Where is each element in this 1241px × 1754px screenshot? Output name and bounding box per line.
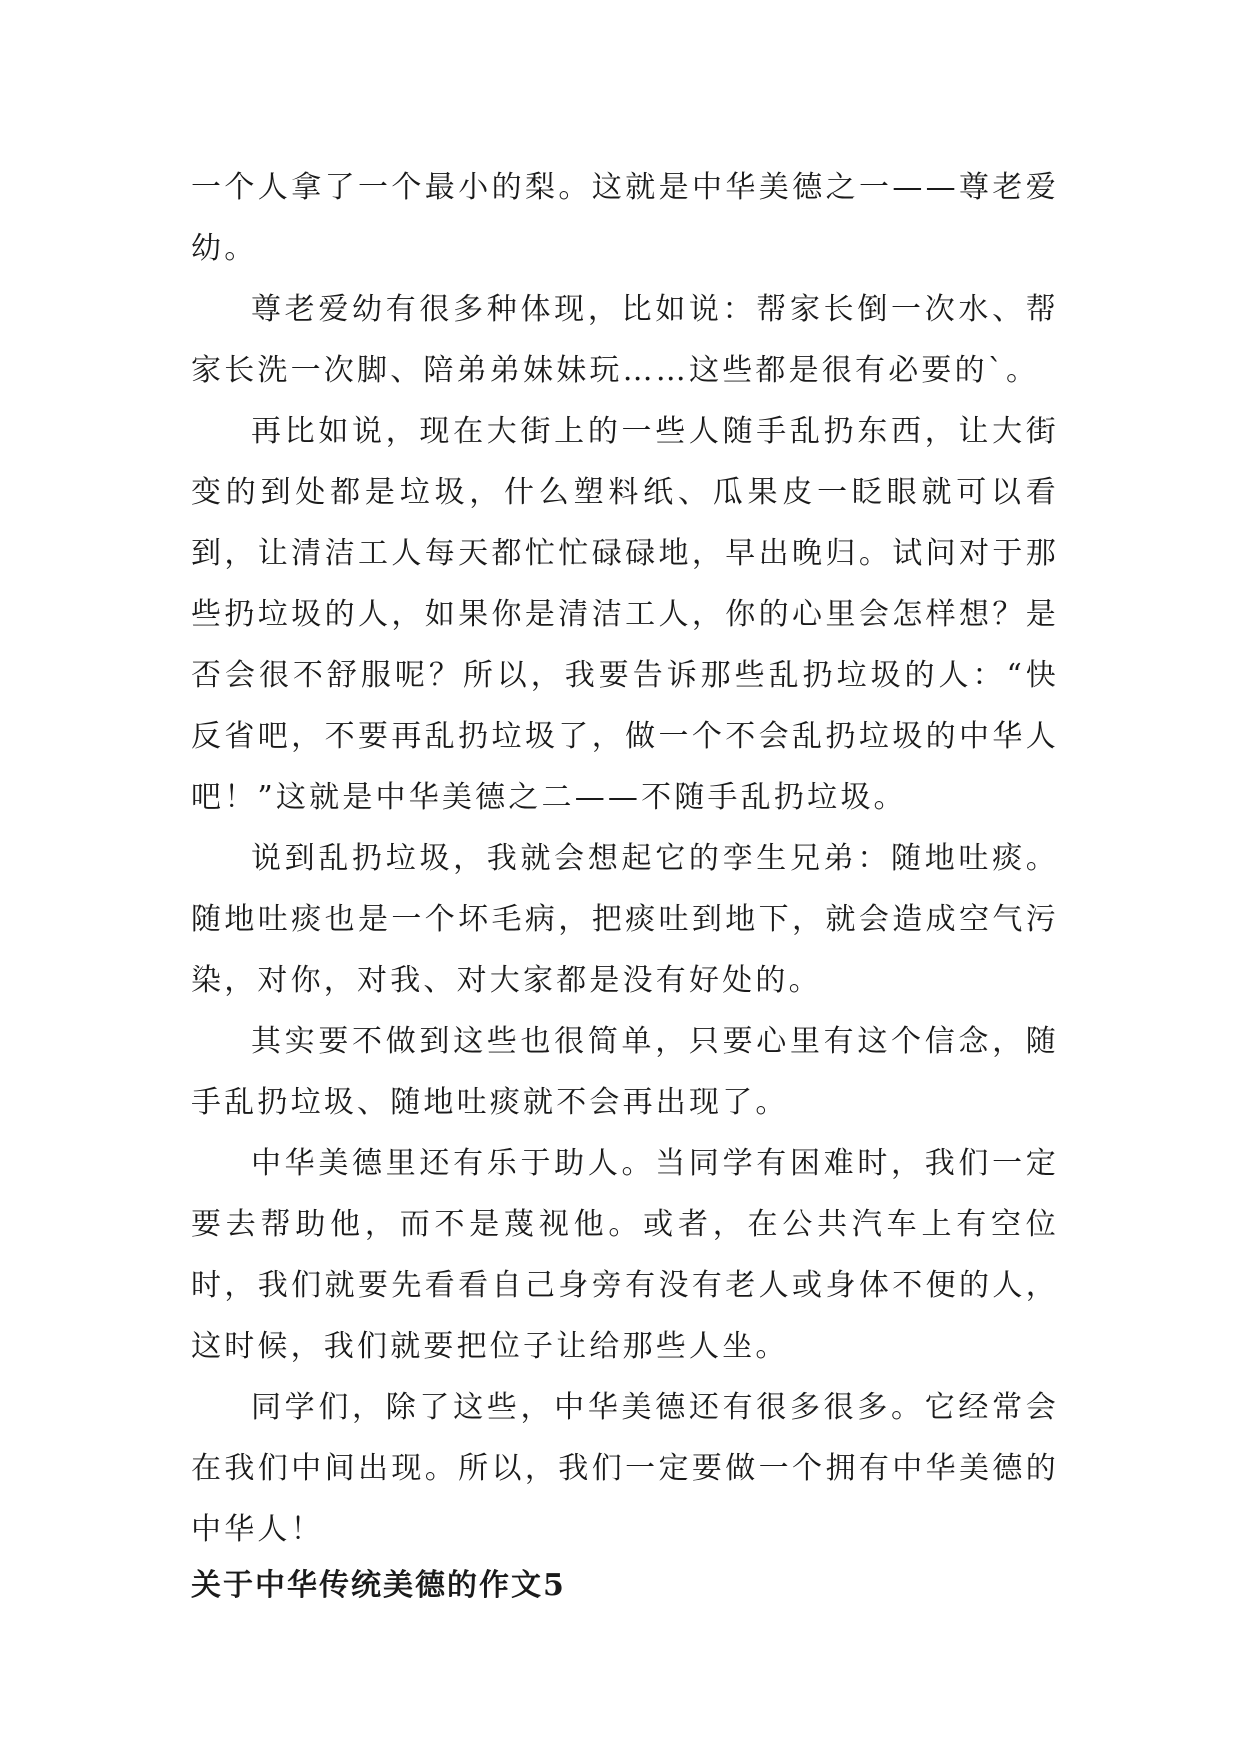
document-body — [191, 157, 1059, 1612]
paragraph-6: 中华美德里还有乐于助人。当同学有困难时，我们一定要去帮助他，而不是蔑视他。或者，在公共汽车上有空位时，我们就要先看看自己身旁有没有老人或身体不便的人，这时候，我们就要把位子让给那些人坐。 — [191, 1146, 1059, 1364]
paragraph-4: 说到乱扔垃圾，我就会想起它的孪生兄弟：随地吐痰。随地吐痰也是一个坏毛病，把痰吐到地下，就会造成空气污染，对你，对我、对大家都是没有好处的。 — [191, 841, 1059, 998]
paragraph-3: 再比如说，现在大街上的一些人随手乱扔东西，让大街变的到处都是垃圾，什么塑料纸、瓜果皮一眨眼就可以看到，让清洁工人每天都忙忙碌碌地，早出晚归。试问对于那些扔垃圾的人，如果你是清洁工人，你的心里会怎样想？是否会很不舒服呢？所以，我要告诉那些乱扔垃圾的人：“快反省吧，不要再乱扔垃圾了，做一个不会乱扔垃圾的中华人吧！”这就是中华美德之二——不随手乱扔垃圾。 — [191, 414, 1059, 815]
paragraph-1: 一个人拿了一个最小的梨。这就是中华美德之一——尊老爱幼。 — [191, 170, 1059, 266]
paragraph-7: 同学们，除了这些，中华美德还有很多很多。它经常会在我们中间出现。所以，我们一定要做一个拥有中华美德的中华人！ — [191, 1390, 1059, 1547]
section-heading: 关于中华传统美德的作文5 — [191, 1568, 566, 1603]
paragraph-5: 其实要不做到这些也很简单，只要心里有这个信念，随手乱扔垃圾、随地吐痰就不会再出现了。 — [191, 1024, 1059, 1120]
paragraph-2: 尊老爱幼有很多种体现，比如说：帮家长倒一次水、帮家长洗一次脚、陪弟弟妹妹玩……这些都是很有必要的`。 — [191, 292, 1059, 388]
